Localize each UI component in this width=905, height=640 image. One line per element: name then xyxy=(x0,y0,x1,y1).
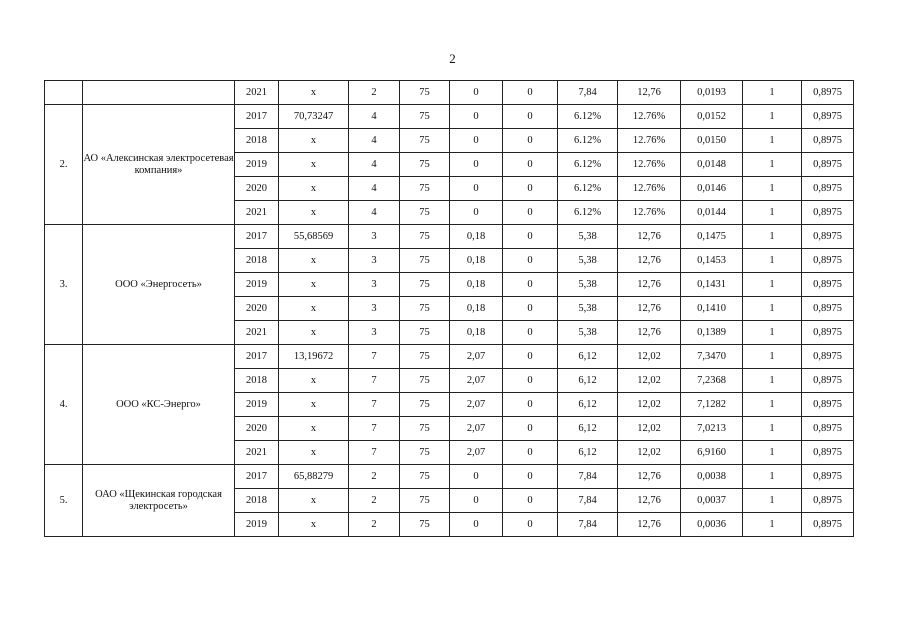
table-cell: 0,0036 xyxy=(681,513,743,537)
table-cell: 0 xyxy=(503,345,558,369)
table-cell: 0 xyxy=(503,417,558,441)
table-cell: 7,0213 xyxy=(681,417,743,441)
table-cell: 0 xyxy=(450,489,503,513)
table-cell: 2,07 xyxy=(450,345,503,369)
table-cell: 1 xyxy=(743,465,802,489)
table-cell: 2 xyxy=(349,489,400,513)
table-cell: 12,76 xyxy=(618,249,681,273)
table-cell: 4 xyxy=(349,177,400,201)
table-cell: 2021 xyxy=(235,441,279,465)
table-cell: 12.76% xyxy=(618,105,681,129)
org-name-cell: ООО «Энергосеть» xyxy=(83,225,235,345)
tariff-table xyxy=(44,80,854,537)
table-cell: 2021 xyxy=(235,81,279,105)
table-cell: 1 xyxy=(743,153,802,177)
table-cell: 1 xyxy=(743,225,802,249)
table-cell: 75 xyxy=(400,105,450,129)
table-cell: 0,8975 xyxy=(802,201,854,225)
table-cell: x xyxy=(279,177,349,201)
table-cell: 12.76% xyxy=(618,153,681,177)
table-cell: 75 xyxy=(400,201,450,225)
table-cell: 75 xyxy=(400,369,450,393)
table-cell: 2,07 xyxy=(450,393,503,417)
table-cell: 12,76 xyxy=(618,465,681,489)
table-cell: 7,84 xyxy=(558,489,618,513)
table-cell: 2 xyxy=(349,81,400,105)
table-cell: 2019 xyxy=(235,513,279,537)
table-body xyxy=(45,81,854,537)
table-cell: 6.12% xyxy=(558,129,618,153)
table-cell: 2021 xyxy=(235,321,279,345)
table-cell: 0,1410 xyxy=(681,297,743,321)
table-cell: x xyxy=(279,273,349,297)
table-cell: 12.76% xyxy=(618,177,681,201)
table-cell: 12,02 xyxy=(618,417,681,441)
table-cell: 75 xyxy=(400,321,450,345)
table-cell: 0 xyxy=(450,105,503,129)
table-cell: 75 xyxy=(400,81,450,105)
table-cell: 75 xyxy=(400,297,450,321)
table-cell: 0 xyxy=(450,513,503,537)
table-cell: 0 xyxy=(503,177,558,201)
table-cell: 5,38 xyxy=(558,297,618,321)
table-cell: 0 xyxy=(503,153,558,177)
table-cell: 3 xyxy=(349,321,400,345)
table-cell: 0,18 xyxy=(450,297,503,321)
table-cell: 7 xyxy=(349,393,400,417)
table-cell: 12,76 xyxy=(618,81,681,105)
table-cell: 0 xyxy=(503,225,558,249)
table-cell: 0,8975 xyxy=(802,393,854,417)
table-cell: 0,1475 xyxy=(681,225,743,249)
table-cell: 5,38 xyxy=(558,249,618,273)
table-cell: x xyxy=(279,249,349,273)
table-cell: x xyxy=(279,297,349,321)
table-cell: 75 xyxy=(400,513,450,537)
table-cell: 0 xyxy=(450,81,503,105)
table-cell: 1 xyxy=(743,297,802,321)
table-cell: x xyxy=(279,201,349,225)
table-cell: 2017 xyxy=(235,345,279,369)
table-cell: 0,0150 xyxy=(681,129,743,153)
table-cell: 0 xyxy=(450,177,503,201)
table-cell: 2019 xyxy=(235,153,279,177)
table-row xyxy=(45,225,854,249)
org-name-cell: АО «Алексинская электросетевая компания» xyxy=(83,105,235,225)
table-cell: 75 xyxy=(400,129,450,153)
table-cell: 0,0144 xyxy=(681,201,743,225)
table-row xyxy=(45,345,854,369)
table-cell: 1 xyxy=(743,249,802,273)
table-cell: 1 xyxy=(743,105,802,129)
table-cell: 2020 xyxy=(235,297,279,321)
table-cell: 2,07 xyxy=(450,417,503,441)
table-cell: 0 xyxy=(503,489,558,513)
table-cell: 1 xyxy=(743,81,802,105)
table-cell: 12,76 xyxy=(618,273,681,297)
table-cell: 2019 xyxy=(235,273,279,297)
table-cell: 3 xyxy=(349,225,400,249)
table-cell: 3 xyxy=(349,273,400,297)
table-cell: 0,8975 xyxy=(802,441,854,465)
table-cell: 75 xyxy=(400,417,450,441)
table-cell: 6,9160 xyxy=(681,441,743,465)
table-cell: 6,12 xyxy=(558,393,618,417)
table-cell: 0 xyxy=(503,393,558,417)
table-cell: 1 xyxy=(743,393,802,417)
org-number-cell: 2. xyxy=(45,105,83,225)
page-number: 2 xyxy=(449,51,456,66)
table-cell: 65,88279 xyxy=(279,465,349,489)
table-row xyxy=(45,465,854,489)
table-cell: 6.12% xyxy=(558,201,618,225)
table-cell: 0,8975 xyxy=(802,321,854,345)
table-cell: 0,8975 xyxy=(802,345,854,369)
table-cell: 1 xyxy=(743,489,802,513)
table-cell: 0,8975 xyxy=(802,105,854,129)
table-cell: 0,8975 xyxy=(802,177,854,201)
table-cell: 0 xyxy=(503,273,558,297)
table-cell: 1 xyxy=(743,129,802,153)
table-cell: 0 xyxy=(450,153,503,177)
table-cell: 75 xyxy=(400,345,450,369)
table-cell: 1 xyxy=(743,273,802,297)
table-cell: 1 xyxy=(743,177,802,201)
table-cell: 0,8975 xyxy=(802,513,854,537)
table-cell: 0,18 xyxy=(450,321,503,345)
table-cell: 0,0146 xyxy=(681,177,743,201)
table-cell: x xyxy=(279,321,349,345)
table-cell: 5,38 xyxy=(558,273,618,297)
table-cell: 2020 xyxy=(235,177,279,201)
table-cell: x xyxy=(279,369,349,393)
table-cell: 0,1453 xyxy=(681,249,743,273)
table-cell: 0,18 xyxy=(450,225,503,249)
table-cell: 75 xyxy=(400,441,450,465)
table-cell: 1 xyxy=(743,441,802,465)
table-cell: 0,8975 xyxy=(802,153,854,177)
table-cell: 0,18 xyxy=(450,249,503,273)
table-cell: 0,8975 xyxy=(802,249,854,273)
table-cell: 2,07 xyxy=(450,441,503,465)
table-cell: 0,18 xyxy=(450,273,503,297)
table-cell: 12,02 xyxy=(618,369,681,393)
table-cell: x xyxy=(279,441,349,465)
table-cell: 2018 xyxy=(235,369,279,393)
table-cell: 12,76 xyxy=(618,225,681,249)
table-cell: 0,0152 xyxy=(681,105,743,129)
table-cell: 7 xyxy=(349,369,400,393)
table-cell: 1 xyxy=(743,513,802,537)
table-cell: 2017 xyxy=(235,105,279,129)
table-cell: 2018 xyxy=(235,129,279,153)
org-number-cell: 4. xyxy=(45,345,83,465)
table-cell: 1 xyxy=(743,201,802,225)
table-cell: 2 xyxy=(349,513,400,537)
org-number-cell: 3. xyxy=(45,225,83,345)
table-cell: 6,12 xyxy=(558,369,618,393)
table-cell: 1 xyxy=(743,345,802,369)
table-cell: 0 xyxy=(503,321,558,345)
table-cell: 0 xyxy=(503,513,558,537)
table-cell: 0 xyxy=(503,369,558,393)
table-cell: 5,38 xyxy=(558,225,618,249)
table-cell: 2020 xyxy=(235,417,279,441)
table-cell: 75 xyxy=(400,393,450,417)
table-cell: 75 xyxy=(400,177,450,201)
table-cell: 2 xyxy=(349,465,400,489)
table-cell: 0,8975 xyxy=(802,129,854,153)
table-cell: 0,1389 xyxy=(681,321,743,345)
table-cell: 0 xyxy=(450,201,503,225)
table-cell: 0,8975 xyxy=(802,417,854,441)
table-cell: 4 xyxy=(349,201,400,225)
table-cell: 7,1282 xyxy=(681,393,743,417)
table-cell: 1 xyxy=(743,417,802,441)
table-cell: 7,3470 xyxy=(681,345,743,369)
table-cell: 55,68569 xyxy=(279,225,349,249)
table-cell: x xyxy=(279,393,349,417)
table-cell: 7 xyxy=(349,345,400,369)
table-cell: 1 xyxy=(743,369,802,393)
table-cell: 6,12 xyxy=(558,345,618,369)
table-cell: x xyxy=(279,513,349,537)
table-cell: 12,02 xyxy=(618,345,681,369)
table-cell: x xyxy=(279,81,349,105)
table-cell: 0,1431 xyxy=(681,273,743,297)
table-cell: 4 xyxy=(349,129,400,153)
table-cell: 0,8975 xyxy=(802,297,854,321)
table-cell: 0,8975 xyxy=(802,225,854,249)
table-cell: x xyxy=(279,417,349,441)
table-cell: 2021 xyxy=(235,201,279,225)
table-row xyxy=(45,105,854,129)
table-cell: 6,12 xyxy=(558,441,618,465)
table-cell: 0 xyxy=(503,105,558,129)
table-cell: 0,0037 xyxy=(681,489,743,513)
table-cell: 70,73247 xyxy=(279,105,349,129)
table-cell: 12,76 xyxy=(618,489,681,513)
org-name-cell xyxy=(83,81,235,105)
table-cell: 7 xyxy=(349,441,400,465)
table-cell: 0 xyxy=(503,81,558,105)
table-cell: x xyxy=(279,153,349,177)
org-number-cell: 5. xyxy=(45,465,83,537)
table-cell: 0 xyxy=(503,249,558,273)
table-cell: 12,76 xyxy=(618,513,681,537)
table-cell: 2018 xyxy=(235,489,279,513)
table-cell: 75 xyxy=(400,465,450,489)
table-cell: 75 xyxy=(400,249,450,273)
table-cell: 6.12% xyxy=(558,177,618,201)
table-cell: 7,84 xyxy=(558,513,618,537)
table-cell: 6,12 xyxy=(558,417,618,441)
table-cell: 0 xyxy=(450,129,503,153)
table-cell: 2018 xyxy=(235,249,279,273)
table-cell: 1 xyxy=(743,321,802,345)
table-cell: 7 xyxy=(349,417,400,441)
table-cell: 12.76% xyxy=(618,129,681,153)
table-cell: 4 xyxy=(349,153,400,177)
table-cell: 0 xyxy=(503,201,558,225)
table-cell: 0,8975 xyxy=(802,369,854,393)
org-name-cell: ООО «КС-Энерго» xyxy=(83,345,235,465)
table-cell: 0 xyxy=(503,129,558,153)
table-cell: 0,8975 xyxy=(802,465,854,489)
table-cell: 0 xyxy=(450,465,503,489)
table-cell: 0,8975 xyxy=(802,273,854,297)
table-cell: 12,76 xyxy=(618,321,681,345)
table-cell: 6.12% xyxy=(558,105,618,129)
table-cell: 7,84 xyxy=(558,81,618,105)
table-cell: 2017 xyxy=(235,225,279,249)
table-cell: 0 xyxy=(503,441,558,465)
table-cell: 3 xyxy=(349,297,400,321)
table-cell: 13,19672 xyxy=(279,345,349,369)
table-cell: 0,0148 xyxy=(681,153,743,177)
table-cell: 0 xyxy=(503,297,558,321)
table-cell: 75 xyxy=(400,273,450,297)
table-row xyxy=(45,81,854,105)
table-cell: 12.76% xyxy=(618,201,681,225)
org-number-cell xyxy=(45,81,83,105)
table-cell: 3 xyxy=(349,249,400,273)
table-cell: 0,0193 xyxy=(681,81,743,105)
table-cell: 12,76 xyxy=(618,297,681,321)
table-cell: 0,8975 xyxy=(802,489,854,513)
table-cell: 75 xyxy=(400,489,450,513)
table-cell: 2,07 xyxy=(450,369,503,393)
table-cell: x xyxy=(279,129,349,153)
table-cell: 0 xyxy=(503,465,558,489)
table-cell: 75 xyxy=(400,225,450,249)
table-cell: 12,02 xyxy=(618,393,681,417)
table-cell: 0,8975 xyxy=(802,81,854,105)
table-cell: 2019 xyxy=(235,393,279,417)
table-cell: 6.12% xyxy=(558,153,618,177)
table-cell: 75 xyxy=(400,153,450,177)
table-cell: 4 xyxy=(349,105,400,129)
table-cell: 12,02 xyxy=(618,441,681,465)
table-cell: 7,2368 xyxy=(681,369,743,393)
table-cell: 7,84 xyxy=(558,465,618,489)
table-cell: 0,0038 xyxy=(681,465,743,489)
table-cell: x xyxy=(279,489,349,513)
table-cell: 2017 xyxy=(235,465,279,489)
table-cell: 5,38 xyxy=(558,321,618,345)
org-name-cell: ОАО «Щекинская городская электросеть» xyxy=(83,465,235,537)
